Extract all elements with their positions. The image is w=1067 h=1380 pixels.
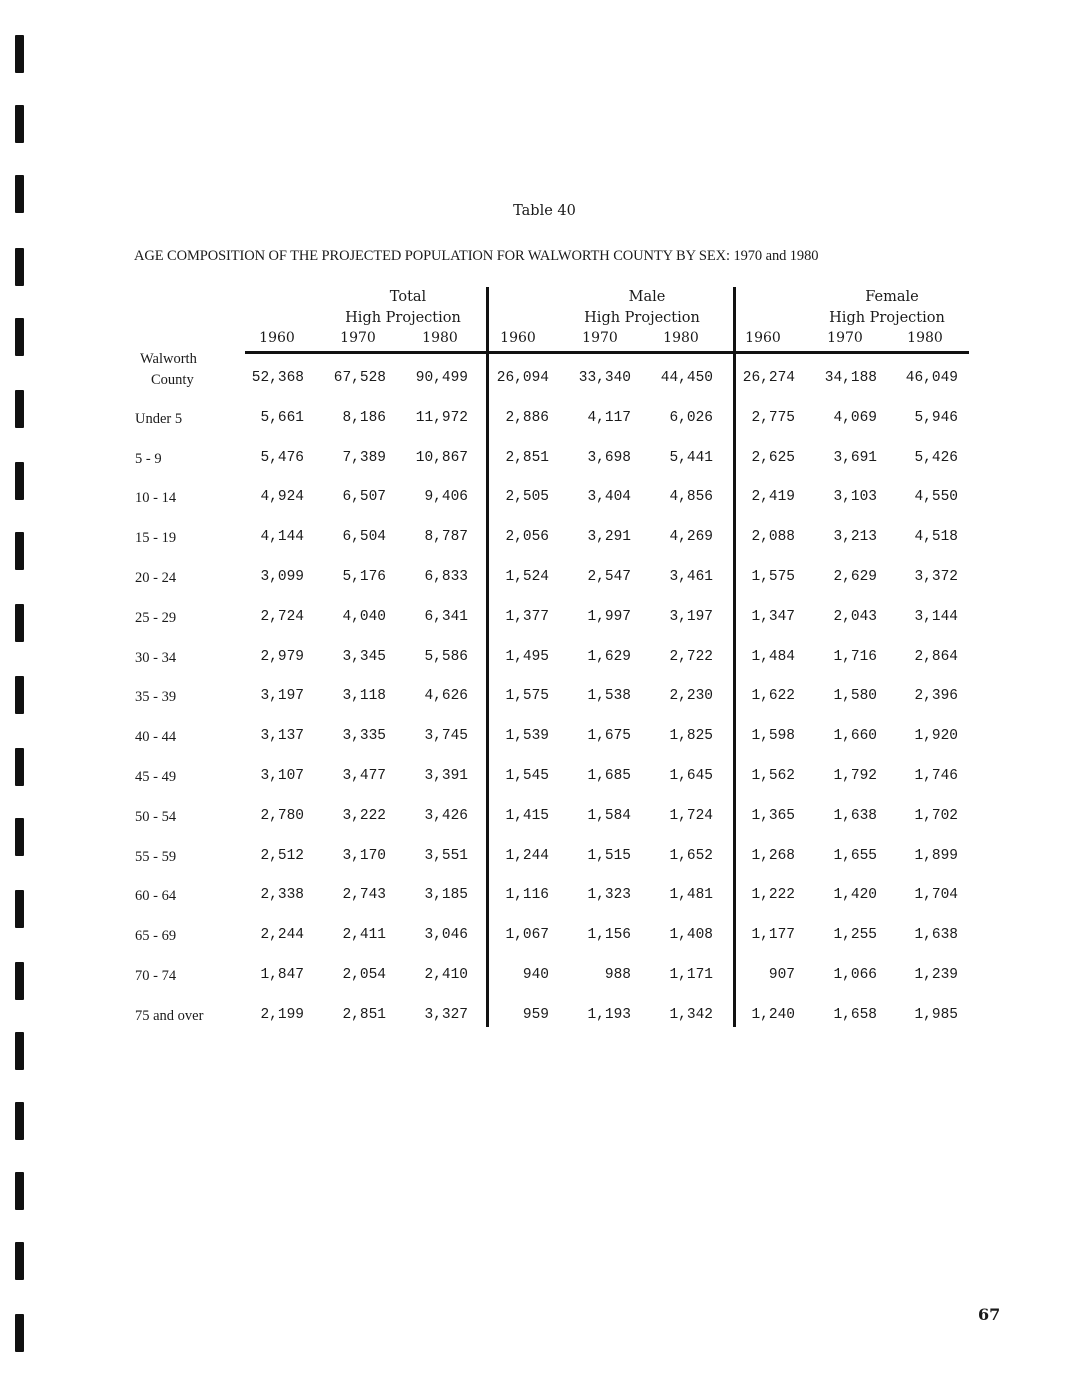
table-cell: 1,645 bbox=[669, 768, 713, 784]
table-cell: 2,512 bbox=[260, 847, 304, 864]
table-cell: 44,450 bbox=[660, 370, 713, 386]
table-cell: 4,269 bbox=[669, 529, 713, 546]
table-cell: 26,094 bbox=[496, 370, 549, 386]
binder-hole-mark bbox=[15, 532, 24, 570]
table-cell: 1,240 bbox=[751, 1006, 795, 1023]
table-cell: 1,985 bbox=[914, 1006, 958, 1023]
table-cell: 8,787 bbox=[424, 529, 468, 546]
table-cell: 1,575 bbox=[505, 688, 549, 705]
table-cell: 1,156 bbox=[587, 927, 631, 944]
table-cell: 1,652 bbox=[669, 847, 713, 864]
table-cell: 1,067 bbox=[505, 927, 549, 944]
table-cell: 2,338 bbox=[260, 887, 304, 904]
table-cell: 1,420 bbox=[833, 887, 877, 904]
table-cell: 67,528 bbox=[333, 370, 386, 386]
table-cell: 2,054 bbox=[342, 967, 386, 983]
table-cell: 8,186 bbox=[342, 409, 386, 426]
year-header-female-2: 1980 bbox=[907, 330, 943, 346]
table-cell: 2,396 bbox=[914, 688, 958, 705]
table-cell: 3,137 bbox=[260, 728, 304, 745]
row-label: 30 - 34 bbox=[135, 649, 177, 666]
table-cell: 2,851 bbox=[342, 1006, 386, 1023]
group-total-sub: High Projection bbox=[345, 310, 461, 326]
table-cell: 2,780 bbox=[260, 807, 304, 824]
table-cell: 52,368 bbox=[251, 370, 304, 386]
table-cell: 1,066 bbox=[833, 967, 877, 983]
year-header-total-0: 1960 bbox=[259, 330, 295, 346]
table-cell: 2,088 bbox=[751, 529, 795, 546]
table-cell: 11,972 bbox=[415, 409, 468, 426]
table-cell: 1,268 bbox=[751, 847, 795, 864]
binder-hole-mark bbox=[15, 1314, 24, 1352]
table-cell: 4,924 bbox=[260, 489, 304, 506]
table-cell: 26,274 bbox=[742, 370, 795, 386]
table-cell: 3,099 bbox=[260, 569, 304, 585]
table-cell: 5,586 bbox=[424, 648, 468, 665]
table-cell: 5,661 bbox=[260, 409, 304, 426]
table-cell: 1,704 bbox=[914, 887, 958, 904]
binder-hole-mark bbox=[15, 35, 24, 73]
row-label: 15 - 19 bbox=[135, 530, 177, 547]
table-cell: 5,441 bbox=[669, 449, 713, 466]
table-cell: 1,702 bbox=[914, 807, 958, 824]
table-cell: 3,461 bbox=[669, 569, 713, 585]
year-header-total-2: 1980 bbox=[422, 330, 458, 346]
binder-hole-mark bbox=[15, 676, 24, 714]
group-female-sub: High Projection bbox=[829, 310, 945, 326]
binder-hole-mark bbox=[15, 748, 24, 786]
row-label: 50 - 54 bbox=[135, 808, 177, 825]
table-cell: 1,675 bbox=[587, 728, 631, 745]
table-cell: 3,185 bbox=[424, 887, 468, 904]
table-cell: 90,499 bbox=[415, 370, 468, 386]
table-heading: AGE COMPOSITION OF THE PROJECTED POPULATION FOR WALWORTH COUNTY BY SEX: 1970 and 1980 bbox=[134, 248, 819, 264]
table-cell: 2,886 bbox=[505, 409, 549, 426]
table-cell: 6,504 bbox=[342, 529, 386, 546]
table-cell: 3,691 bbox=[833, 449, 877, 466]
table-cell: 3,118 bbox=[342, 688, 386, 705]
table-cell: 3,345 bbox=[342, 648, 386, 665]
table-cell: 1,685 bbox=[587, 768, 631, 784]
table-cell: 2,724 bbox=[260, 608, 304, 625]
table-cell: 34,188 bbox=[824, 370, 877, 386]
table-cell: 1,638 bbox=[833, 807, 877, 824]
table-cell: 3,107 bbox=[260, 768, 304, 784]
table-cell: 6,507 bbox=[342, 489, 386, 506]
binder-hole-mark bbox=[15, 1032, 24, 1070]
row-label-line2: County bbox=[151, 372, 194, 388]
row-label: 10 - 14 bbox=[135, 490, 177, 507]
table-cell: 3,335 bbox=[342, 728, 386, 745]
table-cell: 3,327 bbox=[424, 1006, 468, 1023]
table-cell: 3,551 bbox=[424, 847, 468, 864]
table-cell: 2,743 bbox=[342, 887, 386, 904]
table-cell: 1,116 bbox=[505, 887, 549, 904]
row-label: Under 5 bbox=[135, 410, 183, 427]
table-cell: 1,239 bbox=[914, 967, 958, 983]
table-cell: 1,481 bbox=[669, 887, 713, 904]
year-header-total-1: 1970 bbox=[340, 330, 376, 346]
table-cell: 1,193 bbox=[587, 1006, 631, 1023]
table-cell: 6,833 bbox=[424, 569, 468, 585]
row-label: 45 - 49 bbox=[135, 769, 177, 785]
row-label: 35 - 39 bbox=[135, 689, 177, 706]
table-cell: 1,655 bbox=[833, 847, 877, 864]
year-header-male-1: 1970 bbox=[582, 330, 618, 346]
table-cell: 1,629 bbox=[587, 648, 631, 665]
row-label: 65 - 69 bbox=[135, 928, 177, 945]
header-rule bbox=[245, 351, 969, 354]
table-cell: 3,372 bbox=[914, 569, 958, 585]
table-cell: 2,199 bbox=[260, 1006, 304, 1023]
table-cell: 1,575 bbox=[751, 569, 795, 585]
table-cell: 1,724 bbox=[669, 807, 713, 824]
table-cell: 1,342 bbox=[669, 1006, 713, 1023]
row-label-line1: Walworth bbox=[140, 351, 197, 367]
group-male-label: Male bbox=[628, 289, 666, 305]
row-label: 75 and over bbox=[135, 1007, 204, 1024]
table-cell: 1,177 bbox=[751, 927, 795, 944]
table-cell: 3,144 bbox=[914, 608, 958, 625]
table-cell: 2,979 bbox=[260, 648, 304, 665]
table-cell: 2,419 bbox=[751, 489, 795, 506]
table-cell: 1,716 bbox=[833, 648, 877, 665]
table-cell: 3,046 bbox=[424, 927, 468, 944]
table-cell: 2,410 bbox=[424, 967, 468, 983]
table-cell: 6,026 bbox=[669, 409, 713, 426]
table-cell: 4,550 bbox=[914, 489, 958, 506]
row-label: 20 - 24 bbox=[135, 570, 177, 586]
table-cell: 988 bbox=[604, 967, 631, 983]
row-label: 40 - 44 bbox=[135, 729, 177, 746]
table-cell: 3,197 bbox=[260, 688, 304, 705]
row-label: 55 - 59 bbox=[135, 848, 177, 865]
binder-hole-mark bbox=[15, 962, 24, 1000]
table-cell: 2,851 bbox=[505, 449, 549, 466]
table-cell: 2,244 bbox=[260, 927, 304, 944]
year-header-male-0: 1960 bbox=[500, 330, 536, 346]
table-cell: 2,775 bbox=[751, 409, 795, 426]
table-cell: 2,629 bbox=[833, 569, 877, 585]
binder-hole-mark bbox=[15, 318, 24, 356]
group-female-label: Female bbox=[865, 289, 919, 305]
table-cell: 1,584 bbox=[587, 807, 631, 824]
table-cell: 2,056 bbox=[505, 529, 549, 546]
table-cell: 3,426 bbox=[424, 807, 468, 824]
table-cell: 4,626 bbox=[424, 688, 468, 705]
table-cell: 7,389 bbox=[342, 449, 386, 466]
table-cell: 3,291 bbox=[587, 529, 631, 546]
year-header-male-2: 1980 bbox=[663, 330, 699, 346]
table-cell: 3,745 bbox=[424, 728, 468, 745]
row-label: 5 - 9 bbox=[135, 450, 162, 467]
table-cell: 3,213 bbox=[833, 529, 877, 546]
table-cell: 1,746 bbox=[914, 768, 958, 784]
table-cell: 1,323 bbox=[587, 887, 631, 904]
table-cell: 1,495 bbox=[505, 648, 549, 665]
table-cell: 3,404 bbox=[587, 489, 631, 506]
binder-hole-mark bbox=[15, 818, 24, 856]
table-cell: 1,847 bbox=[260, 967, 304, 983]
table-cell: 1,598 bbox=[751, 728, 795, 745]
table-cell: 1,365 bbox=[751, 807, 795, 824]
year-header-female-1: 1970 bbox=[827, 330, 863, 346]
table-cell: 1,538 bbox=[587, 688, 631, 705]
row-label: 60 - 64 bbox=[135, 888, 177, 905]
table-cell: 1,920 bbox=[914, 728, 958, 745]
table-cell: 2,230 bbox=[669, 688, 713, 705]
year-header-female-0: 1960 bbox=[745, 330, 781, 346]
table-cell: 2,505 bbox=[505, 489, 549, 506]
binder-hole-mark bbox=[15, 604, 24, 642]
table-cell: 1,899 bbox=[914, 847, 958, 864]
table-cell: 1,515 bbox=[587, 847, 631, 864]
table-cell: 1,524 bbox=[505, 569, 549, 585]
table-cell: 1,997 bbox=[587, 608, 631, 625]
table-cell: 1,244 bbox=[505, 847, 549, 864]
table-cell: 33,340 bbox=[578, 370, 631, 386]
table-cell: 9,406 bbox=[424, 489, 468, 506]
table-cell: 3,391 bbox=[424, 768, 468, 784]
binder-hole-mark bbox=[15, 248, 24, 286]
table-cell: 3,197 bbox=[669, 608, 713, 625]
table-cell: 1,658 bbox=[833, 1006, 877, 1023]
table-cell: 3,222 bbox=[342, 807, 386, 824]
table-cell: 2,043 bbox=[833, 608, 877, 625]
row-label bbox=[135, 349, 197, 391]
table-cell: 10,867 bbox=[415, 449, 468, 466]
table-cell: 46,049 bbox=[905, 370, 958, 386]
table-cell: 1,347 bbox=[751, 608, 795, 625]
binder-hole-mark bbox=[15, 390, 24, 428]
table-cell: 6,341 bbox=[424, 608, 468, 625]
table-cell: 4,856 bbox=[669, 489, 713, 506]
table-cell: 1,539 bbox=[505, 728, 549, 745]
table-cell: 1,255 bbox=[833, 927, 877, 944]
binder-hole-mark bbox=[15, 105, 24, 143]
table-cell: 1,580 bbox=[833, 688, 877, 705]
table-cell: 959 bbox=[522, 1006, 549, 1023]
group-total-label: Total bbox=[389, 289, 427, 305]
table-cell: 5,426 bbox=[914, 449, 958, 466]
table-cell: 4,144 bbox=[260, 529, 304, 546]
table-cell: 1,545 bbox=[505, 768, 549, 784]
table-cell: 940 bbox=[522, 967, 549, 983]
table-cell: 3,698 bbox=[587, 449, 631, 466]
table-cell: 2,411 bbox=[342, 927, 386, 944]
table-cell: 3,103 bbox=[833, 489, 877, 506]
table-cell: 5,476 bbox=[260, 449, 304, 466]
table-cell: 907 bbox=[768, 967, 795, 983]
row-label: 70 - 74 bbox=[135, 968, 177, 984]
binder-hole-mark bbox=[15, 1172, 24, 1210]
table-cell: 4,069 bbox=[833, 409, 877, 426]
table-cell: 1,622 bbox=[751, 688, 795, 705]
table-cell: 1,408 bbox=[669, 927, 713, 944]
table-cell: 3,170 bbox=[342, 847, 386, 864]
table-cell: 1,792 bbox=[833, 768, 877, 784]
table-cell: 1,825 bbox=[669, 728, 713, 745]
table-cell: 1,660 bbox=[833, 728, 877, 745]
table-cell: 1,484 bbox=[751, 648, 795, 665]
table-cell: 4,117 bbox=[587, 409, 631, 426]
table-cell: 2,722 bbox=[669, 648, 713, 665]
group-male-sub: High Projection bbox=[584, 310, 700, 326]
table-cell: 1,377 bbox=[505, 608, 549, 625]
table-cell: 1,171 bbox=[669, 967, 713, 983]
table-cell: 5,946 bbox=[914, 409, 958, 426]
table-cell: 1,638 bbox=[914, 927, 958, 944]
binder-hole-mark bbox=[15, 462, 24, 500]
table-cell: 5,176 bbox=[342, 569, 386, 585]
table-cell: 2,547 bbox=[587, 569, 631, 585]
table-cell: 1,562 bbox=[751, 768, 795, 784]
table-cell: 1,222 bbox=[751, 887, 795, 904]
table-cell: 3,477 bbox=[342, 768, 386, 784]
binder-hole-mark bbox=[15, 1242, 24, 1280]
table-cell: 2,864 bbox=[914, 648, 958, 665]
table-cell: 2,625 bbox=[751, 449, 795, 466]
row-label: 25 - 29 bbox=[135, 609, 177, 626]
page-title: Table 40 bbox=[513, 203, 576, 219]
table-cell: 4,040 bbox=[342, 608, 386, 625]
table-cell: 1,415 bbox=[505, 807, 549, 824]
binder-hole-mark bbox=[15, 890, 24, 928]
binder-hole-mark bbox=[15, 1102, 24, 1140]
page-number: 67 bbox=[978, 1305, 1001, 1324]
table-cell: 4,518 bbox=[914, 529, 958, 546]
